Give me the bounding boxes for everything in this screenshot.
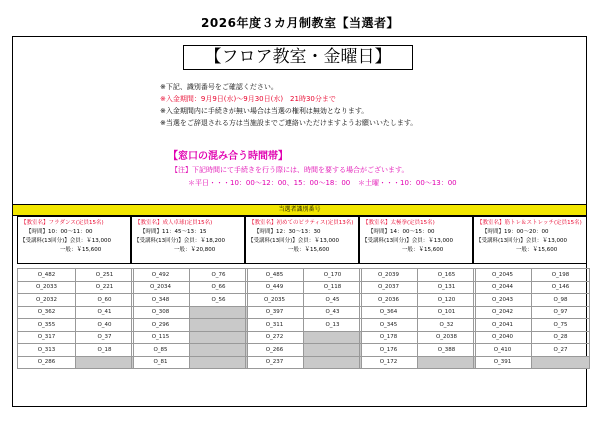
winner-id-cell: O_2044 (474, 281, 532, 294)
table-row (360, 331, 476, 344)
table-row (246, 356, 362, 369)
winner-id-cell: O_176 (360, 344, 418, 357)
winner-id-cell: O_18 (76, 344, 134, 357)
table-row (474, 294, 590, 307)
winner-id-cell: O_272 (246, 331, 304, 344)
peak-saturday: ＊土曜・・・10：00～13：00 (358, 179, 457, 187)
winner-id-cell (304, 356, 362, 369)
table-row (132, 306, 248, 319)
winner-id-table (359, 268, 476, 369)
winner-id-cell: O_266 (246, 344, 304, 357)
table-row (246, 294, 362, 307)
class-column (131, 216, 245, 406)
table-row (18, 356, 134, 369)
class-header (245, 216, 359, 264)
winner-id-cell: O_98 (532, 294, 590, 307)
table-row (132, 356, 248, 369)
winner-id-cell: O_2039 (360, 269, 418, 282)
winner-id-cell: O_115 (132, 331, 190, 344)
winner-id-cell: O_221 (76, 281, 134, 294)
winner-id-cell: O_43 (304, 306, 362, 319)
winner-id-cell: O_2038 (418, 331, 476, 344)
winner-id-cell: O_198 (532, 269, 590, 282)
winner-id-cell: O_410 (474, 344, 532, 357)
table-row (246, 306, 362, 319)
class-time: 【時間】12：30～13：30 (254, 229, 321, 235)
winner-id-cell: O_32 (418, 319, 476, 332)
winner-id-cell (190, 344, 248, 357)
winner-id-cell: O_2041 (474, 319, 532, 332)
table-row (360, 344, 476, 357)
class-column (473, 216, 587, 406)
class-column (17, 216, 131, 406)
class-fee-general: 一般：￥15,600 (288, 247, 330, 253)
table-row (474, 344, 590, 357)
winner-id-cell: O_178 (360, 331, 418, 344)
winner-id-table (245, 268, 362, 369)
winner-id-cell: O_345 (360, 319, 418, 332)
winner-id-cell (304, 331, 362, 344)
winner-id-cell: O_2034 (132, 281, 190, 294)
winner-id-cell: O_2045 (474, 269, 532, 282)
class-time: 【時間】11：45～13：15 (140, 229, 207, 235)
table-row (18, 269, 134, 282)
table-row (360, 269, 476, 282)
table-row (132, 294, 248, 307)
winner-id-cell: O_28 (532, 331, 590, 344)
winner-id-cell: O_85 (132, 344, 190, 357)
winner-id-cell: O_482 (18, 269, 76, 282)
table-row (474, 356, 590, 369)
table-row (18, 344, 134, 357)
table-row (18, 319, 134, 332)
class-fee-member: 【受講料(13回分)】会員：￥18,200 (134, 238, 226, 244)
table-row (132, 269, 248, 282)
winner-id-cell: O_251 (76, 269, 134, 282)
winner-id-cell: O_97 (532, 306, 590, 319)
table-row (360, 294, 476, 307)
table-row (246, 331, 362, 344)
table-row (246, 269, 362, 282)
winner-id-cell: O_362 (18, 306, 76, 319)
class-name: 【教室名】初めてのピラティス(定員13名) (249, 220, 354, 226)
notice-payment-period: ※入金期間：9月9日(水)～9月30日(水) 21時30分まで (160, 95, 336, 103)
table-row (474, 306, 590, 319)
winner-id-cell: O_75 (532, 319, 590, 332)
notice-invalid: ※入金期間内に手続きが無い場合は当選の権利は無効となります。 (160, 107, 369, 115)
document-frame (12, 36, 587, 407)
class-fee-general: 一般：￥15,600 (60, 247, 102, 253)
class-fee-general: 一般：￥15,600 (402, 247, 444, 253)
peak-weekday: ＊平日・・・10：00～12：00、15：00～18：00 (188, 179, 351, 187)
winner-id-cell: O_2032 (18, 294, 76, 307)
table-row (18, 331, 134, 344)
winner-id-cell (304, 344, 362, 357)
class-header (359, 216, 473, 264)
winner-id-cell: O_313 (18, 344, 76, 357)
section-header-bar: 当選者識別番号 (13, 204, 586, 216)
table-row (132, 331, 248, 344)
winner-id-cell: O_120 (418, 294, 476, 307)
winner-id-cell (190, 306, 248, 319)
class-column (245, 216, 359, 406)
winner-id-cell (418, 356, 476, 369)
winner-id-cell: O_492 (132, 269, 190, 282)
table-row (246, 344, 362, 357)
winner-id-cell (190, 319, 248, 332)
table-row (360, 319, 476, 332)
banner-title: 【フロア教室・金曜日】 (183, 45, 413, 70)
winner-id-cell: O_101 (418, 306, 476, 319)
winner-id-cell: O_391 (474, 356, 532, 369)
table-row (474, 331, 590, 344)
table-row (18, 306, 134, 319)
winner-id-cell: O_2043 (474, 294, 532, 307)
winner-id-cell: O_41 (76, 306, 134, 319)
table-row (132, 281, 248, 294)
winner-id-cell: O_27 (532, 344, 590, 357)
table-row (132, 319, 248, 332)
class-fee-member: 【受講料(13回分)】会員：￥13,000 (362, 238, 454, 244)
winner-id-cell: O_66 (190, 281, 248, 294)
winner-id-cell: O_449 (246, 281, 304, 294)
winner-id-cell: O_388 (418, 344, 476, 357)
class-fee-member: 【受講料(13回分)】会員：￥13,000 (20, 238, 112, 244)
class-fee-general: 一般：￥15,600 (516, 247, 558, 253)
class-fee-member: 【受講料(13回分)】会員：￥13,000 (248, 238, 340, 244)
table-row (360, 306, 476, 319)
class-header (473, 216, 587, 264)
table-row (18, 294, 134, 307)
winner-id-cell (190, 356, 248, 369)
winner-id-cell: O_13 (304, 319, 362, 332)
winner-id-cell: O_2033 (18, 281, 76, 294)
class-name: 【教室名】フラダンス(定員15名) (21, 220, 104, 226)
winner-id-cell: O_37 (76, 331, 134, 344)
winner-id-cell: O_364 (360, 306, 418, 319)
class-name: 【教室名】太極拳(定員15名) (363, 220, 435, 226)
table-row (246, 319, 362, 332)
winner-id-cell: O_317 (18, 331, 76, 344)
winner-id-cell: O_286 (18, 356, 76, 369)
winner-id-cell: O_2036 (360, 294, 418, 307)
winner-id-cell: O_56 (190, 294, 248, 307)
winner-id-cell: O_2035 (246, 294, 304, 307)
winner-id-cell: O_146 (532, 281, 590, 294)
class-name: 【教室名】筋トレ＆ストレッチ(定員15名) (477, 220, 582, 226)
winner-id-cell (190, 331, 248, 344)
class-header (131, 216, 245, 264)
notice-decline: ※当選をご辞退される方は当施設までご連絡いただけますようお願いいたします。 (160, 119, 418, 127)
class-time: 【時間】10：00～11：00 (26, 229, 93, 235)
winner-id-cell (76, 356, 134, 369)
winner-id-cell: O_2042 (474, 306, 532, 319)
winner-id-cell: O_165 (418, 269, 476, 282)
winner-id-cell: O_311 (246, 319, 304, 332)
table-row (360, 281, 476, 294)
class-header (17, 216, 131, 264)
winner-id-cell: O_355 (18, 319, 76, 332)
winner-id-table (473, 268, 590, 369)
winner-id-cell: O_76 (190, 269, 248, 282)
peak-hours-title: 【窓口の混み合う時間帯】 (168, 151, 288, 162)
class-column (359, 216, 473, 406)
peak-hours-note: 【注】下記時間にて手続きを行う際には、時間を要する場合がございます。 (171, 166, 409, 174)
winner-id-cell: O_60 (76, 294, 134, 307)
winner-id-cell: O_2037 (360, 281, 418, 294)
winner-id-cell: O_131 (418, 281, 476, 294)
winner-id-cell: O_81 (132, 356, 190, 369)
page-title: 2026年度３カ月制教室【当選者】 (201, 16, 399, 30)
table-row (474, 281, 590, 294)
table-row (132, 344, 248, 357)
class-name: 【教室名】成人卓球(定員15名) (135, 220, 213, 226)
table-row (18, 281, 134, 294)
winner-id-cell: O_40 (76, 319, 134, 332)
table-row (474, 319, 590, 332)
winner-id-cell: O_172 (360, 356, 418, 369)
winner-id-table (17, 268, 134, 369)
winner-id-cell: O_2040 (474, 331, 532, 344)
table-row (246, 281, 362, 294)
winner-id-cell: O_397 (246, 306, 304, 319)
class-time: 【時間】19：00～20：00 (482, 229, 549, 235)
winner-id-cell: O_170 (304, 269, 362, 282)
class-time: 【時間】14：00～15：00 (368, 229, 435, 235)
winner-id-cell (532, 356, 590, 369)
class-fee-member: 【受講料(13回分)】会員：￥13,000 (476, 238, 568, 244)
winner-id-cell: O_308 (132, 306, 190, 319)
winner-id-table (131, 268, 248, 369)
winner-id-cell: O_237 (246, 356, 304, 369)
class-fee-general: 一般：￥20,800 (174, 247, 216, 253)
winner-id-cell: O_348 (132, 294, 190, 307)
winner-id-cell: O_485 (246, 269, 304, 282)
winner-id-cell: O_45 (304, 294, 362, 307)
notice-check-id: ※下記、識別番号をご確認ください。 (160, 83, 278, 91)
table-row (360, 356, 476, 369)
winner-id-cell: O_296 (132, 319, 190, 332)
table-row (474, 269, 590, 282)
winner-id-cell: O_118 (304, 281, 362, 294)
